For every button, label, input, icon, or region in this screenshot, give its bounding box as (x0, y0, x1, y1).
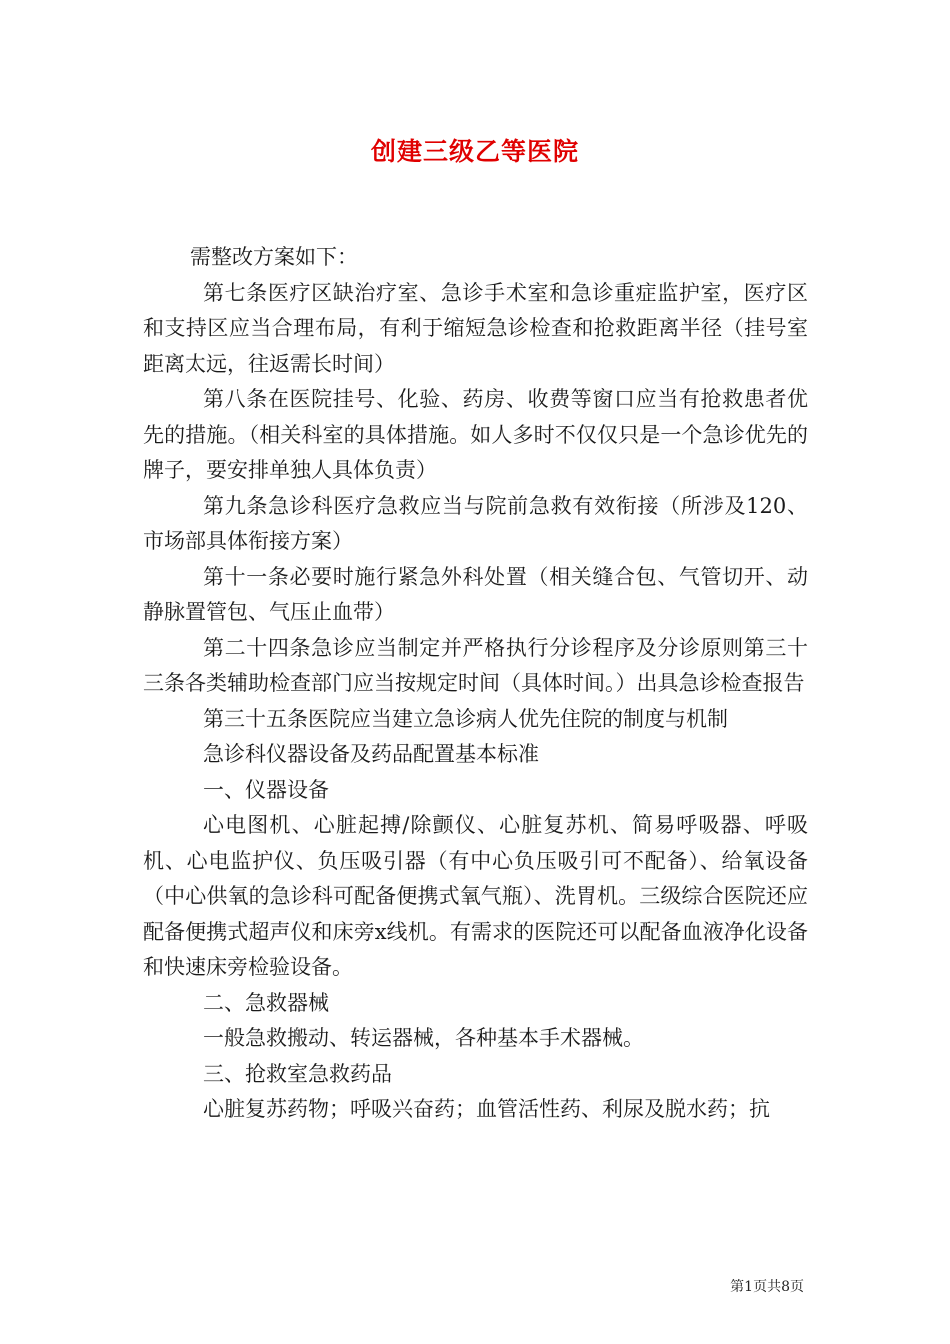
document-title: 创建三级乙等医院 (370, 137, 579, 166)
paragraph-rescue-drugs: 心脏复苏药物；呼吸兴奋药；血管活性药、利尿及脱水药；抗 (203, 1097, 770, 1121)
paragraph-article-35: 第三十五条医院应当建立急诊病人优先住院的制度与机制 (203, 706, 728, 731)
section-heading-rescue-drugs: 三、抢救室急救药品 (203, 1061, 392, 1086)
paragraph-article-8: 第八条在医院挂号、化验、药房、收费等窗口应当有抢救患者优先的措施。（相关科室的具体措施。如人多时不仅仅只是一个急诊优先的牌子，要安排单独人具体负责） (143, 387, 808, 482)
paragraph-article-7: 第七条医疗区缺治疗室、急诊手术室和急诊重症监护室，医疗区和支持区应当合理布局，有利于缩短急诊检查和抢救距离半径（挂号室距离太远，往返需长时间） (143, 280, 808, 376)
paragraph-article-9: 第九条急诊科医疗急救应当与院前急救有效衔接（所涉及120、市场部具体衔接方案） (143, 493, 808, 553)
paragraph-intro: 需整改方案如下： (190, 245, 358, 269)
section-heading-instruments: 一、仪器设备 (203, 777, 329, 802)
document-body (143, 240, 808, 1128)
paragraph-article-24: 第二十四条急诊应当制定并严格执行分诊程序及分诊原则第三十三条各类辅助检查部门应当按规定时间（具体时间。）出具急诊检查报告 (143, 635, 808, 695)
section-heading-rescue-tools: 二、急救器械 (203, 990, 329, 1015)
paragraph-rescue-tools: 一般急救搬动、转运器械，各种基本手术器械。 (203, 1026, 644, 1050)
paragraph-equipment-standard: 急诊科仪器设备及药品配置基本标准 (203, 742, 539, 766)
page-number: 第1页共8页 (730, 1279, 804, 1295)
paragraph-article-11: 第十一条必要时施行紧急外科处置（相关缝合包、气管切开、动静脉置管包、气压止血带） (143, 564, 808, 624)
paragraph-instruments-list: 心电图机、心脏起搏/除颤仪、心脏复苏机、简易呼吸器、呼吸机、心电监护仪、负压吸引器（有中心负压吸引可不配备）、给氧设备（中心供氧的急诊科可配备便携式氧气瓶）、洗胃机。三级综合医院还应配备便携式超声仪和床旁x线机。有需求的医院还可以配备血液净化设备和快速床旁检验设备。 (143, 813, 808, 979)
